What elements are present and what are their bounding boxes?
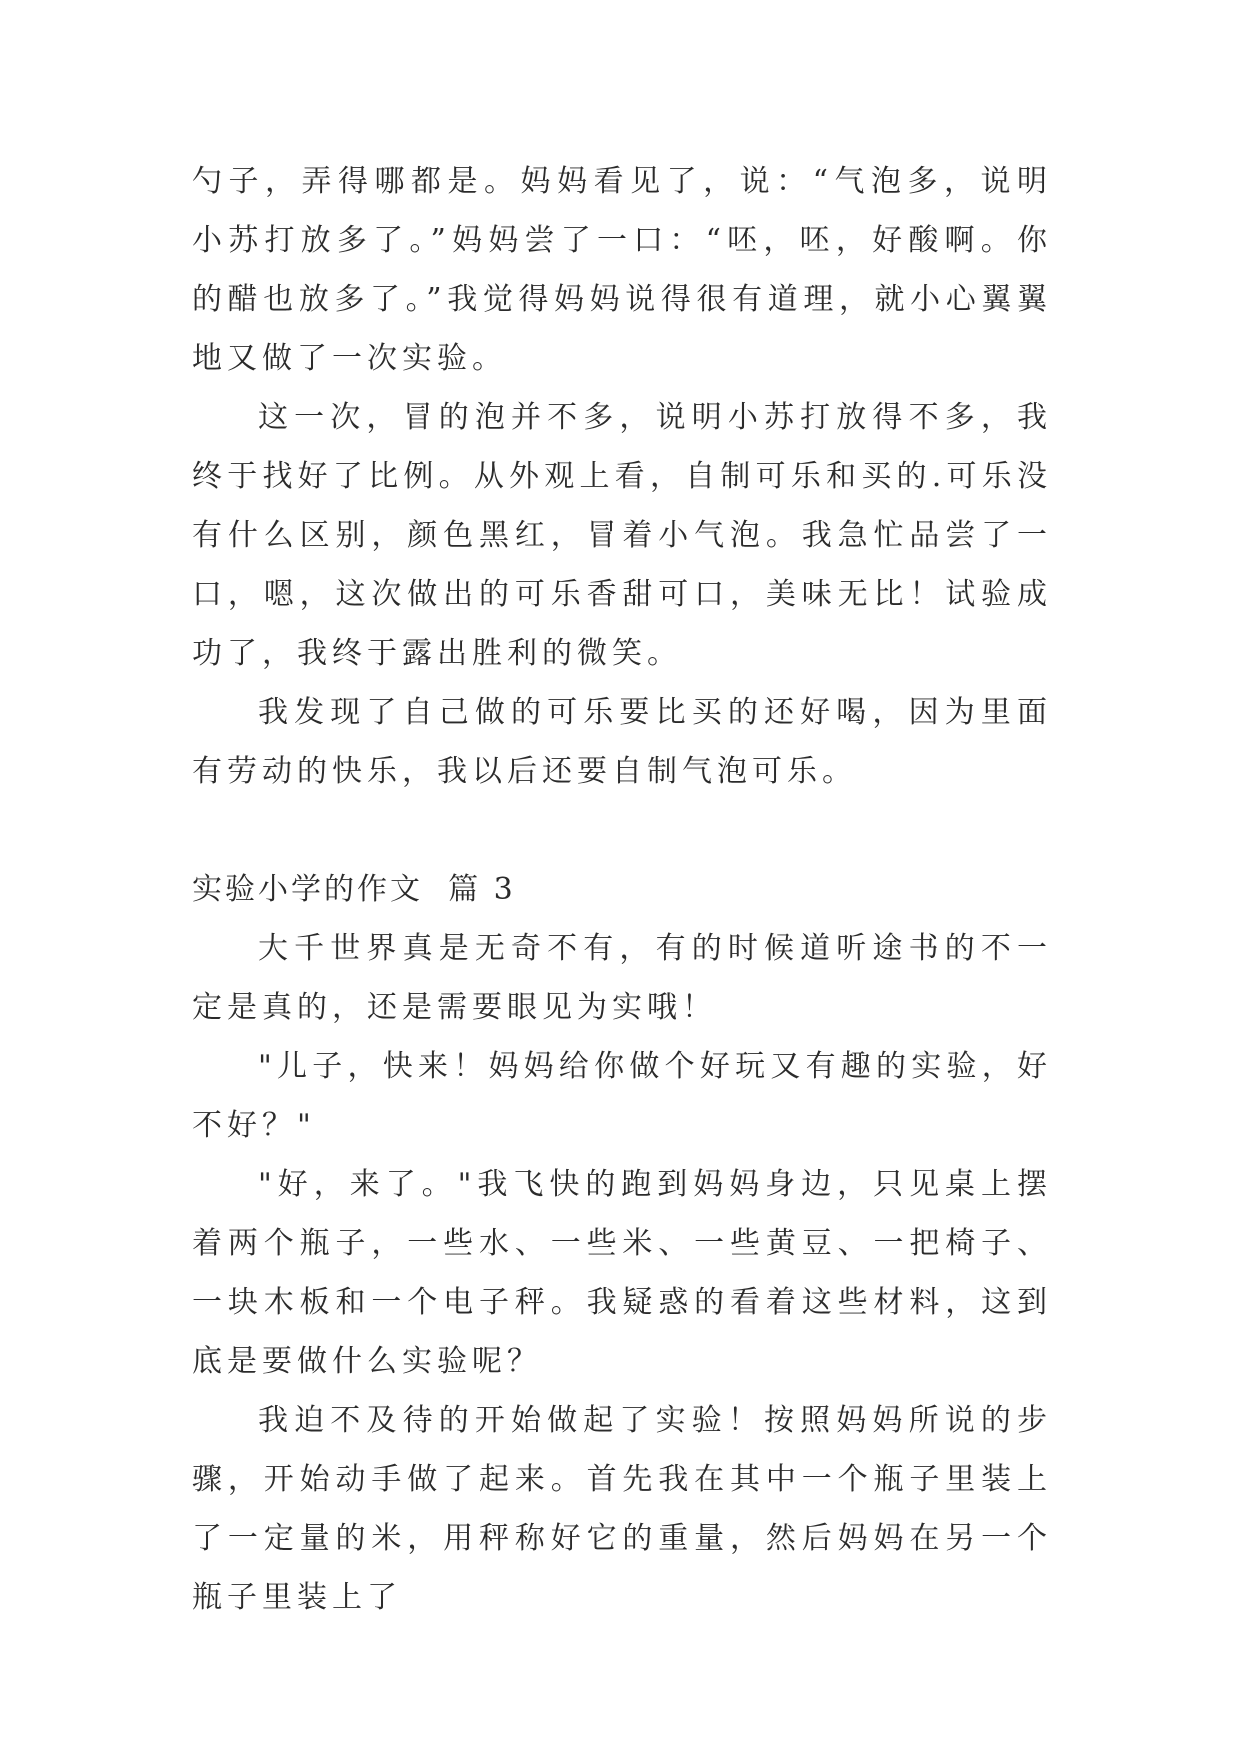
document-page (192, 152, 1052, 1627)
paragraph: 这一次，冒的泡并不多，说明小苏打放得不多，我终于找好了比例。从外观上看，自制可乐和买的.可乐没有什么区别，颜色黑红，冒着小气泡。我急忙品尝了一口，嗯，这次做出的可乐香甜可口，美味无比！试验成功了，我终于露出胜利的微笑。 (192, 400, 1052, 671)
section-gap (192, 801, 1052, 860)
paragraph: 我迫不及待的开始做起了实验！按照妈妈所说的步骤，开始动手做了起来。首先我在其中一个瓶子里装上了一定量的米，用秤称好它的重量，然后妈妈在另一个瓶子里装上了 (192, 1403, 1052, 1615)
section-heading: 实验小学的作文 篇 3 (192, 872, 516, 907)
paragraph: "好，来了。"我飞快的跑到妈妈身边，只见桌上摆着两个瓶子，一些水、一些米、一些黄豆、一把椅子、一块木板和一个电子秤。我疑惑的看着这些材料，这到底是要做什么实验呢？ (192, 1167, 1052, 1379)
paragraph-continued: 勺子，弄得哪都是。妈妈看见了，说：“气泡多，说明小苏打放多了。”妈妈尝了一口：“呸，呸，好酸啊。你的醋也放多了。”我觉得妈妈说得很有道理，就小心翼翼地又做了一次实验。 (192, 164, 1052, 376)
paragraph: 我发现了自己做的可乐要比买的还好喝，因为里面有劳动的快乐，我以后还要自制气泡可乐。 (192, 695, 1052, 789)
paragraph: "儿子，快来！妈妈给你做个好玩又有趣的实验，好不好？" (192, 1049, 1052, 1143)
paragraph: 大千世界真是无奇不有，有的时候道听途书的不一定是真的，还是需要眼见为实哦！ (192, 931, 1052, 1025)
